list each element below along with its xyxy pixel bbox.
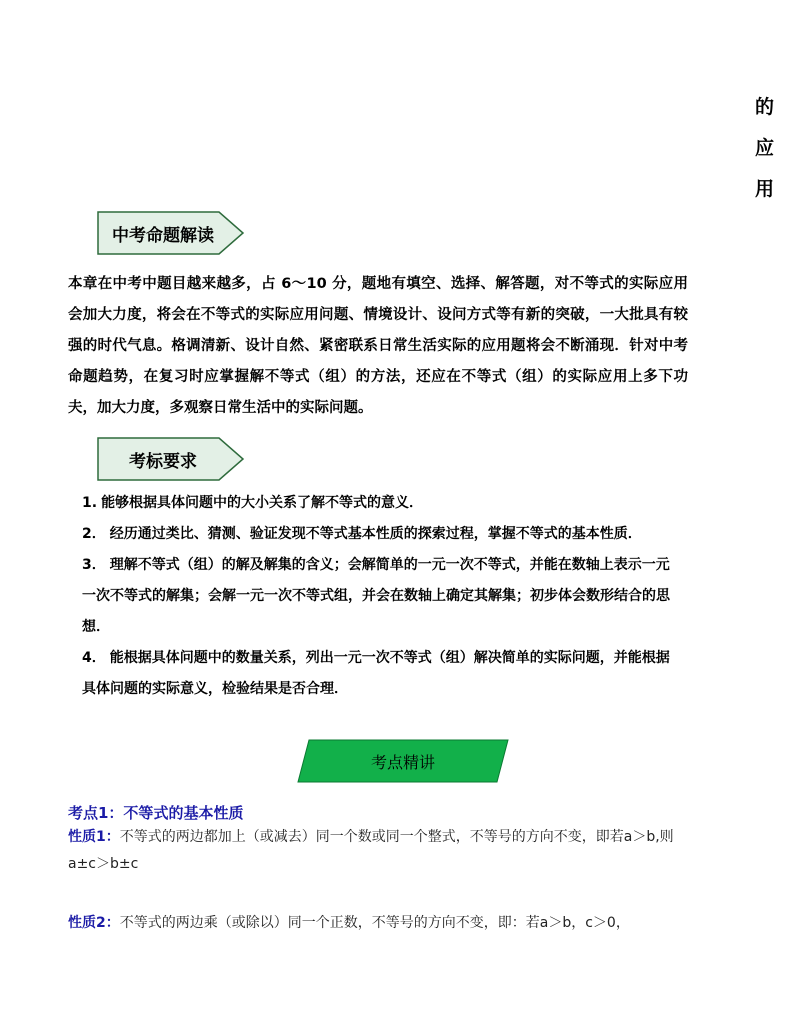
list-item-number: 2． <box>82 526 106 542</box>
list-item-text: 经历通过类比、猜测、验证发现不等式基本性质的探索过程，掌握不等式的基本性质． <box>109 526 642 542</box>
list-item <box>82 550 682 643</box>
list-item <box>82 519 682 550</box>
list-item-number: 3． <box>82 557 106 573</box>
property-1 <box>68 824 688 878</box>
banner-label: 考点精讲 <box>370 752 435 772</box>
property-label: 性质2： <box>68 915 120 931</box>
list-item-number: 4． <box>82 650 106 666</box>
list-item-text: 理解不等式（组）的解及解集的含义；会解简单的一元一次不等式，并能在数轴上表示一元一次不等式的解集；会解一元一次不等式组，并会在数轴上确定其解集；初步体会数形结合的思想． <box>82 557 670 635</box>
banner-label: 中考命题解读 <box>112 225 214 246</box>
list-item <box>82 643 682 705</box>
requirements-list <box>82 488 682 705</box>
side-title-char: 用 <box>755 178 775 200</box>
list-item-text: 能够根据具体问题中的大小关系了解不等式的意义． <box>101 495 424 511</box>
section-banner-key-points <box>297 739 509 783</box>
point-title: 考点1：不等式的基本性质 <box>68 804 244 822</box>
property-2 <box>68 910 688 937</box>
list-item <box>82 488 682 519</box>
intro-paragraph: 本章在中考中题目越来越多，占 6～10 分，题地有填空、选择、解答题，对不等式的实际应用会加大力度，将会在不等式的实际应用问题、情境设计、设问方式等有新的突破，一大批具有较强的时代气息。格调清新、设计自然、紧密联系日常生活实际的应用题将会不断涌现．针对中考命题趋势，在复习时应掌握解不等式（组）的方法，还应在不等式（组）的实际应用上多下功夫，加大力度，多观察日常生活中的实际问题。 <box>68 276 688 416</box>
banner-label: 考标要求 <box>129 451 197 472</box>
side-title-char: 应 <box>755 137 775 159</box>
section-banner-reading <box>97 211 245 255</box>
list-item-text: 能根据具体问题中的数量关系，列出一元一次不等式（组）解决简单的实际问题，并能根据具体问题的实际意义，检验结果是否合理． <box>82 650 670 697</box>
list-item-number: 1. <box>82 495 98 511</box>
property-label: 性质1： <box>68 829 120 845</box>
section-banner-requirements <box>97 437 245 481</box>
property-text: 不等式的两边乘（或除以）同一个正数，不等号的方向不变，即：若a＞b，c＞0， <box>119 915 630 931</box>
property-text: 不等式的两边都加上（或减去）同一个数或同一个整式，不等号的方向不变，即若a＞b,则a±c＞b±c <box>68 829 674 872</box>
side-title-char: 的 <box>755 96 775 118</box>
